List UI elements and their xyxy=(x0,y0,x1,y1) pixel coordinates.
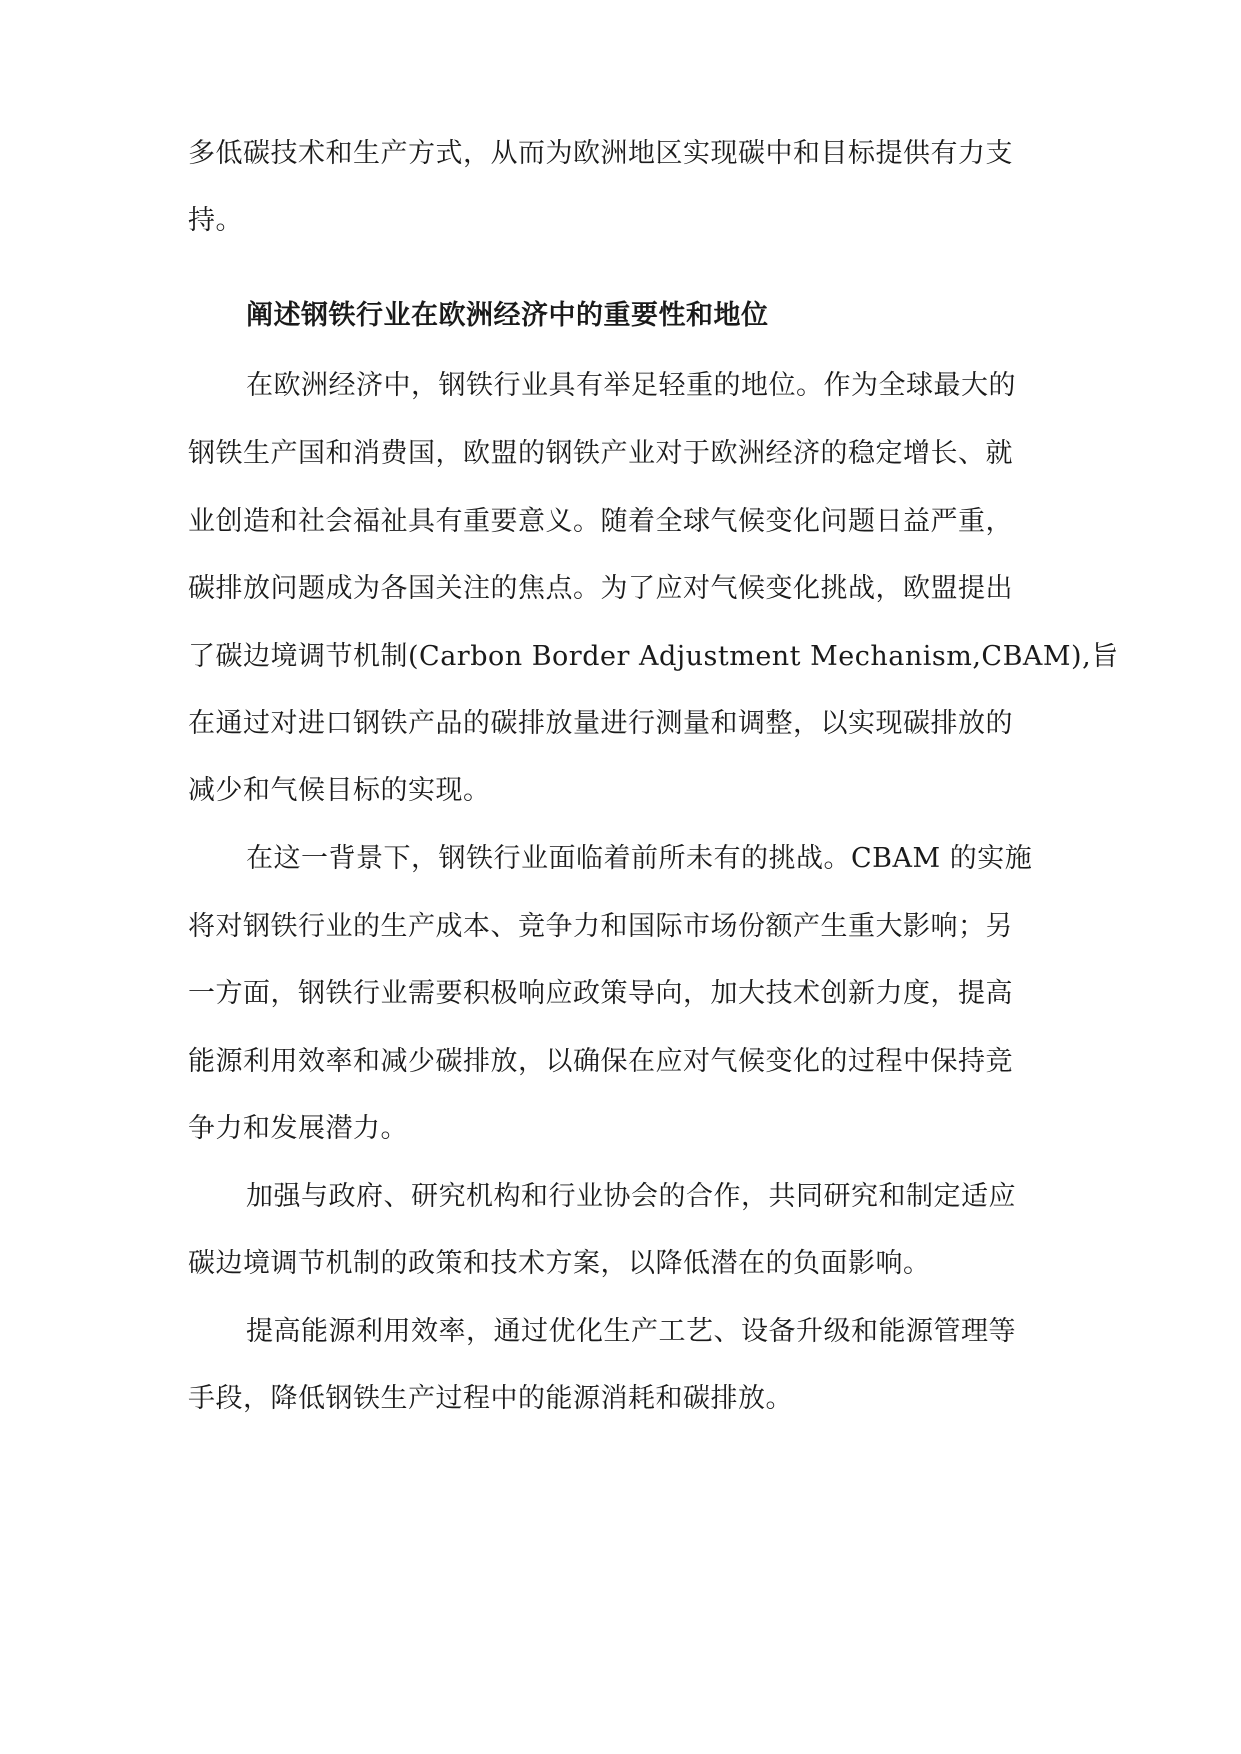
paragraph-line: 加强与政府、研究机构和行业协会的合作，共同研究和制定适应 xyxy=(246,1181,1016,1212)
paragraph-line: 碳边境调节机制的政策和技术方案，以降低潜在的负面影响。 xyxy=(188,1248,931,1279)
section-heading: 阐述钢铁行业在欧洲经济中的重要性和地位 xyxy=(246,300,769,331)
paragraph-line: 一方面，钢铁行业需要积极响应政策导向，加大技术创新力度，提高 xyxy=(188,978,1013,1009)
paragraph-line: 将对钢铁行业的生产成本、竞争力和国际市场份额产生重大影响；另 xyxy=(188,911,1013,942)
paragraph-line: 多低碳技术和生产方式，从而为欧洲地区实现碳中和目标提供有力支 xyxy=(188,138,1013,169)
paragraph-line: 碳排放问题成为各国关注的焦点。为了应对气候变化挑战，欧盟提出 xyxy=(188,573,1013,604)
paragraph-line: 手段，降低钢铁生产过程中的能源消耗和碳排放。 xyxy=(188,1383,793,1414)
paragraph-line: 业创造和社会福祉具有重要意义。随着全球气候变化问题日益严重， xyxy=(188,506,1013,537)
paragraph-line: 在通过对进口钢铁产品的碳排放量进行测量和调整，以实现碳排放的 xyxy=(188,708,1013,739)
paragraph-line: 能源利用效率和减少碳排放，以确保在应对气候变化的过程中保持竞 xyxy=(188,1046,1013,1077)
paragraph-line: 持。 xyxy=(188,205,243,236)
paragraph-line: 钢铁生产国和消费国，欧盟的钢铁产业对于欧洲经济的稳定增长、就 xyxy=(188,438,1013,469)
paragraph-line: 提高能源利用效率，通过优化生产工艺、设备升级和能源管理等 xyxy=(246,1316,1016,1347)
paragraph-line: 减少和气候目标的实现。 xyxy=(188,775,491,806)
paragraph-line: 了碳边境调节机制(Carbon Border Adjustment Mechanism,CBAM),旨 xyxy=(188,641,1119,672)
paragraph-line: 在这一背景下，钢铁行业面临着前所未有的挑战。CBAM 的实施 xyxy=(246,843,1033,874)
paragraph-line: 在欧洲经济中，钢铁行业具有举足轻重的地位。作为全球最大的 xyxy=(246,370,1016,401)
paragraph-line: 争力和发展潜力。 xyxy=(188,1113,408,1144)
